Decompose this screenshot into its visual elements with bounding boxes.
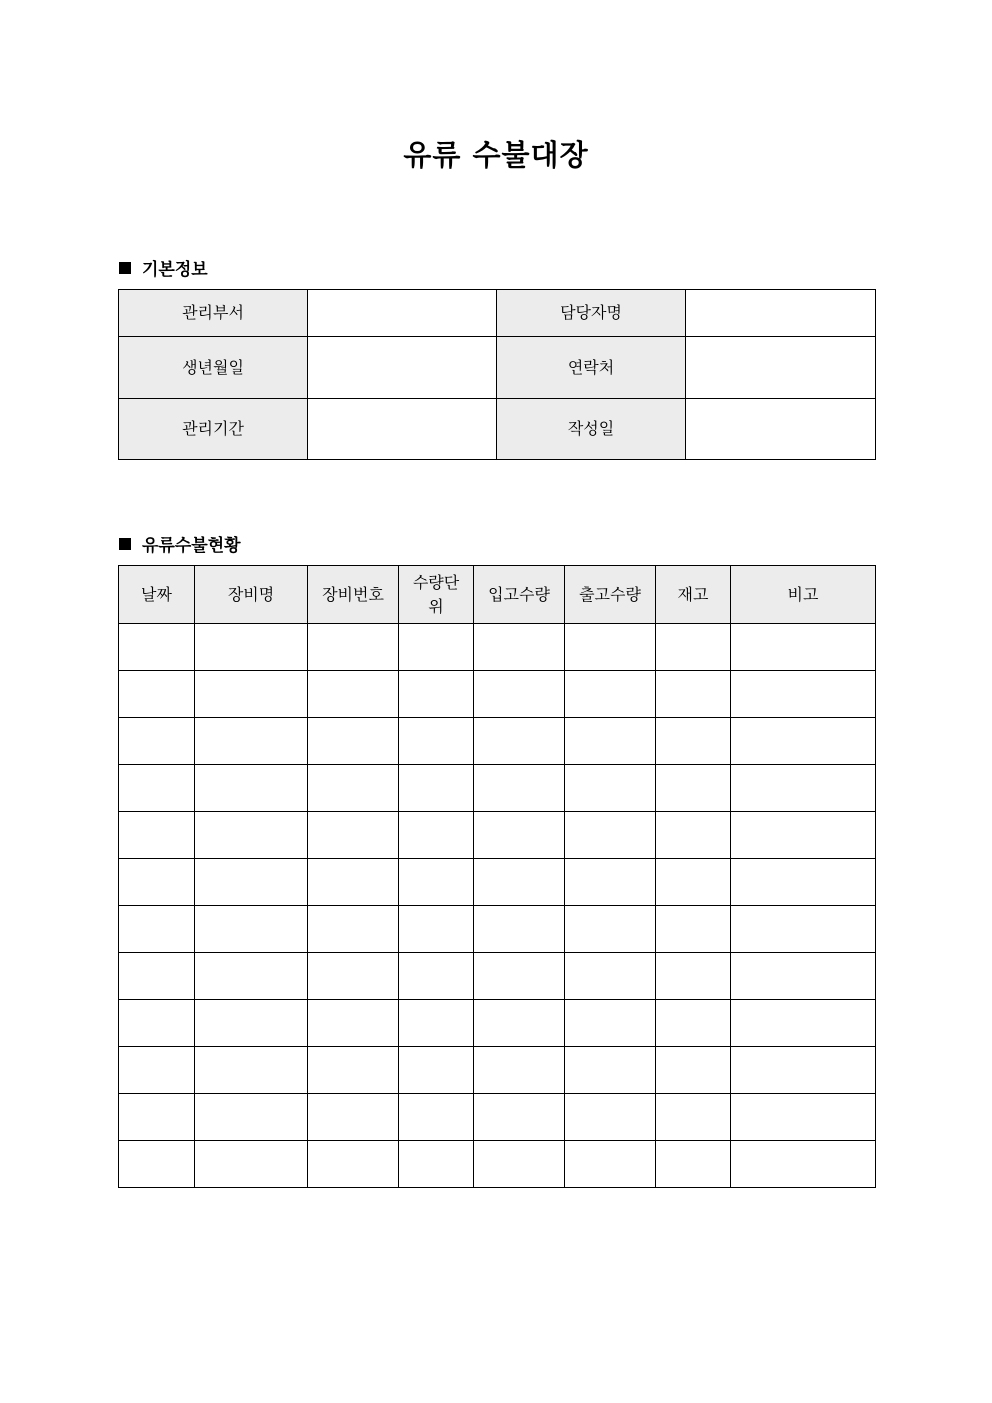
ledger-header-row [119,566,876,624]
date-cell[interactable] [119,1000,195,1047]
remarks-cell[interactable] [731,671,876,718]
equipment-number-cell[interactable] [308,1000,399,1047]
equipment-name-cell[interactable] [195,859,308,906]
info-row [119,290,876,337]
quantity-unit-cell[interactable] [399,859,474,906]
date-cell[interactable] [119,1094,195,1141]
equipment-number-cell[interactable] [308,1047,399,1094]
date-cell[interactable] [119,1047,195,1094]
stock-cell[interactable] [656,906,731,953]
received-quantity-cell[interactable] [474,953,565,1000]
received-quantity-cell[interactable] [474,1141,565,1188]
quantity-unit-cell[interactable] [399,906,474,953]
received-quantity-cell[interactable] [474,1000,565,1047]
remarks-cell[interactable] [731,1047,876,1094]
received-quantity-cell[interactable] [474,1094,565,1141]
department-field[interactable] [308,290,497,337]
equipment-name-cell[interactable] [195,1000,308,1047]
remarks-cell[interactable] [731,906,876,953]
equipment-name-cell[interactable] [195,765,308,812]
equipment-number-cell[interactable] [308,953,399,1000]
date-cell[interactable] [119,906,195,953]
square-bullet-icon [119,538,131,550]
equipment-name-cell[interactable] [195,812,308,859]
equipment-number-cell[interactable] [308,718,399,765]
received-quantity-cell[interactable] [474,1047,565,1094]
table-row [119,1094,876,1141]
quantity-unit-cell[interactable] [399,812,474,859]
created-date-field[interactable] [686,399,876,460]
equipment-number-cell[interactable] [308,812,399,859]
table-row [119,671,876,718]
ledger-heading [119,531,241,556]
stock-cell[interactable] [656,1000,731,1047]
equipment-name-cell[interactable] [195,671,308,718]
remarks-cell[interactable] [731,812,876,859]
remarks-cell[interactable] [731,765,876,812]
square-bullet-icon [119,262,131,274]
manager-name-label: 담당자명 [497,290,686,337]
quantity-unit-cell[interactable] [399,1000,474,1047]
column-header-date: 날짜 [119,566,195,624]
column-header-issued-quantity: 출고수량 [565,566,656,624]
table-row [119,1047,876,1094]
table-row [119,765,876,812]
document-title: 유류 수불대장 [403,138,589,172]
date-cell[interactable] [119,1141,195,1188]
received-quantity-cell[interactable] [474,765,565,812]
equipment-number-cell[interactable] [308,859,399,906]
remarks-cell[interactable] [731,859,876,906]
date-cell[interactable] [119,765,195,812]
quantity-unit-cell[interactable] [399,1094,474,1141]
birth-date-field[interactable] [308,337,497,399]
equipment-number-cell[interactable] [308,1141,399,1188]
column-header-stock: 재고 [656,566,731,624]
date-cell[interactable] [119,859,195,906]
equipment-number-cell[interactable] [308,906,399,953]
issued-quantity-cell[interactable] [565,859,656,906]
table-row [119,1141,876,1188]
table-row [119,624,876,671]
equipment-name-cell[interactable] [195,1094,308,1141]
table-row [119,859,876,906]
table-row [119,812,876,859]
remarks-cell[interactable] [731,1000,876,1047]
stock-cell[interactable] [656,953,731,1000]
received-quantity-cell[interactable] [474,906,565,953]
issued-quantity-cell[interactable] [565,718,656,765]
stock-cell[interactable] [656,765,731,812]
date-cell[interactable] [119,671,195,718]
table-row [119,718,876,765]
column-header-remarks: 비고 [731,566,876,624]
equipment-number-cell[interactable] [308,1094,399,1141]
equipment-number-cell[interactable] [308,765,399,812]
info-row [119,337,876,399]
date-cell[interactable] [119,812,195,859]
stock-cell[interactable] [656,1094,731,1141]
date-cell[interactable] [119,953,195,1000]
column-header-quantity-unit: 수량단 위 [399,566,474,624]
stock-cell[interactable] [656,812,731,859]
table-row [119,1000,876,1047]
contact-label: 연락처 [497,337,686,399]
management-period-label: 관리기간 [119,399,308,460]
issued-quantity-cell[interactable] [565,1000,656,1047]
issued-quantity-cell[interactable] [565,812,656,859]
quantity-unit-cell[interactable] [399,1047,474,1094]
equipment-number-cell[interactable] [308,624,399,671]
basic-info-heading [119,255,208,280]
created-date-label: 작성일 [497,399,686,460]
received-quantity-cell[interactable] [474,812,565,859]
remarks-cell[interactable] [731,953,876,1000]
equipment-name-cell[interactable] [195,718,308,765]
received-quantity-cell[interactable] [474,859,565,906]
remarks-cell[interactable] [731,1094,876,1141]
quantity-unit-cell[interactable] [399,953,474,1000]
issued-quantity-cell[interactable] [565,624,656,671]
stock-cell[interactable] [656,1047,731,1094]
issued-quantity-cell[interactable] [565,953,656,1000]
column-header-received-quantity: 입고수량 [474,566,565,624]
table-row [119,906,876,953]
remarks-cell[interactable] [731,624,876,671]
received-quantity-cell[interactable] [474,718,565,765]
equipment-name-cell[interactable] [195,624,308,671]
quantity-unit-cell[interactable] [399,1141,474,1188]
equipment-name-cell[interactable] [195,953,308,1000]
info-row [119,399,876,460]
column-header-equipment-name: 장비명 [195,566,308,624]
remarks-cell[interactable] [731,718,876,765]
quantity-unit-cell[interactable] [399,718,474,765]
date-cell[interactable] [119,624,195,671]
stock-cell[interactable] [656,718,731,765]
management-period-field[interactable] [308,399,497,460]
ledger-heading-label: 유류수불현황 [142,536,241,556]
stock-cell[interactable] [656,671,731,718]
equipment-name-cell[interactable] [195,906,308,953]
date-cell[interactable] [119,718,195,765]
remarks-cell[interactable] [731,1141,876,1188]
quantity-unit-cell[interactable] [399,671,474,718]
issued-quantity-cell[interactable] [565,1141,656,1188]
issued-quantity-cell[interactable] [565,671,656,718]
contact-field[interactable] [686,337,876,399]
table-row [119,953,876,1000]
department-label: 관리부서 [119,290,308,337]
received-quantity-cell[interactable] [474,624,565,671]
issued-quantity-cell[interactable] [565,906,656,953]
birth-date-label: 생년월일 [119,337,308,399]
equipment-name-cell[interactable] [195,1141,308,1188]
issued-quantity-cell[interactable] [565,765,656,812]
column-header-equipment-number: 장비번호 [308,566,399,624]
equipment-number-cell[interactable] [308,671,399,718]
stock-cell[interactable] [656,859,731,906]
stock-cell[interactable] [656,1141,731,1188]
received-quantity-cell[interactable] [474,671,565,718]
fuel-ledger-table [118,565,876,1188]
issued-quantity-cell[interactable] [565,1094,656,1141]
issued-quantity-cell[interactable] [565,1047,656,1094]
basic-info-heading-label: 기본정보 [142,260,208,280]
equipment-name-cell[interactable] [195,1047,308,1094]
basic-info-table [118,289,876,460]
manager-name-field[interactable] [686,290,876,337]
quantity-unit-cell[interactable] [399,624,474,671]
stock-cell[interactable] [656,624,731,671]
quantity-unit-cell[interactable] [399,765,474,812]
ledger-body [119,624,876,1188]
